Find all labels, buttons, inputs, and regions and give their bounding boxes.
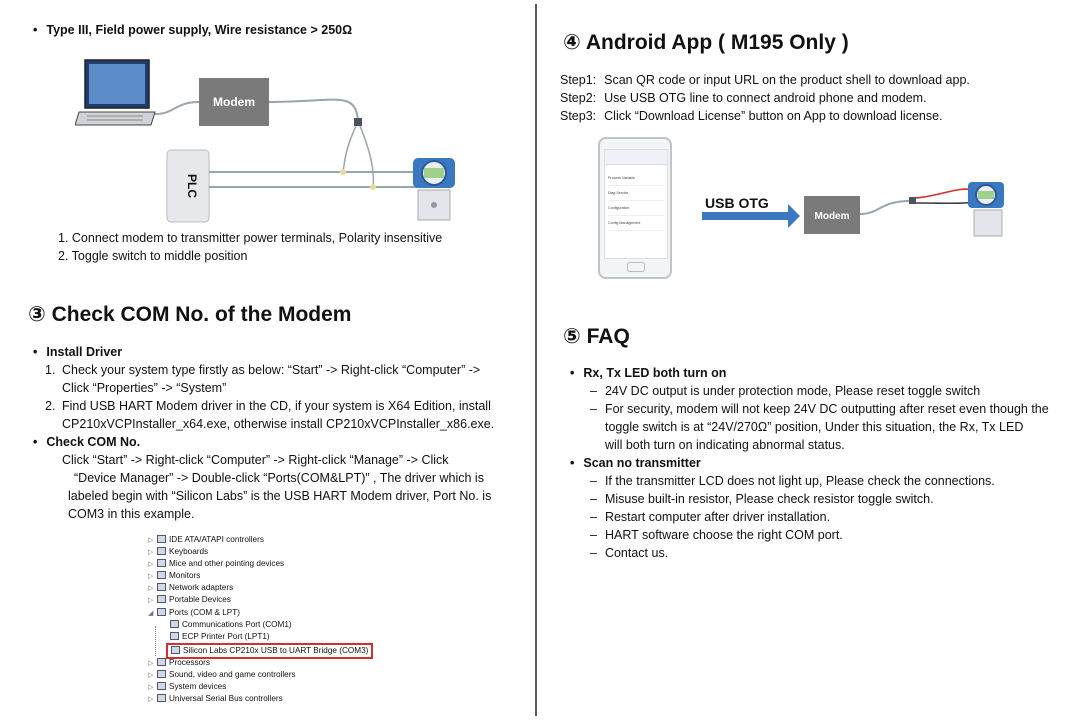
install-step-1: 1. Check your system type firstly as below: “Start” -> Right-click “Computer” -> Click “Properties” -> “System”: [45, 363, 481, 395]
phone-menu-item: Config Management: [608, 216, 664, 231]
device-item: Communications Port (COM1): [170, 619, 292, 631]
app-step-3: Step3: Click “Download License” button on App to download license.: [560, 109, 943, 123]
device-category: ▷ Monitors: [148, 571, 201, 580]
device-item: ECP Printer Port (LPT1): [170, 631, 270, 643]
device-icon: [157, 535, 166, 543]
device-category: ▷ System devices: [148, 682, 227, 691]
modem-label: Modem: [213, 95, 255, 109]
faq-1-item-2-line-3: will both turn on indicating abnormal status.: [605, 438, 845, 452]
type3-step-1: 1. Connect modem to transmitter power terminals, Polarity insensitive: [58, 231, 443, 245]
phone-menu-item: Diag Service: [608, 186, 664, 201]
type3-step-2: 2. Toggle switch to middle position: [58, 249, 248, 263]
modem-label: Modem: [814, 211, 850, 222]
device-category: ▷ Mice and other pointing devices: [148, 559, 285, 568]
device-category: ◢ Ports (COM & LPT): [148, 608, 240, 617]
section3-title: ③ Check COM No. of the Modem: [28, 303, 352, 326]
install-step-2: 2. Find USB HART Modem driver in the CD, if your system is X64 Edition, install CP210xVCPInstaller_x64.exe, otherwise install CP210xVCPInstaller_x86.exe.: [45, 399, 495, 431]
faq-2-item-5: – Contact us.: [590, 544, 668, 562]
device-manager-tree: [148, 534, 378, 706]
device-category: ▷ IDE ATA/ATAPI controllers: [148, 535, 264, 544]
faq-1-item-2-line-1: – For security, modem will not keep 24V DC outputting after reset even though the: [590, 400, 1049, 418]
usb-icon: [157, 694, 166, 702]
portable-device-icon: [157, 595, 166, 603]
faq-title-1: • Rx, Tx LED both turn on: [570, 366, 726, 380]
port-icon: [157, 608, 166, 616]
app-step-1: Step1: Scan QR code or input URL on the product shell to download app.: [560, 73, 970, 87]
plc-label: PLC: [185, 174, 199, 198]
app-step-2: Step2: Use USB OTG line to connect android phone and modem.: [560, 91, 927, 105]
check-com-title: • Check COM No.: [33, 435, 140, 449]
port-icon: [170, 620, 179, 628]
faq-title-2: • Scan no transmitter: [570, 456, 701, 470]
arrow-right-icon: [702, 204, 800, 228]
install-driver-title: • Install Driver: [33, 345, 122, 359]
mouse-icon: [157, 559, 166, 567]
faq-2-item-3: – Restart computer after driver installation.: [590, 508, 830, 526]
monitor-icon: [157, 571, 166, 579]
faq-2-item-2: – Misuse built-in resistor, Please check resistor toggle switch.: [590, 490, 934, 508]
transmitter-icon: [968, 182, 1004, 236]
device-category: ▷ Sound, video and game controllers: [148, 670, 296, 679]
sound-icon: [157, 670, 166, 678]
port-icon: [170, 632, 179, 640]
laptop-icon: [75, 60, 155, 125]
faq-1-item-2-line-2: toggle switch is at “24V/270Ω” position, Under this situation, the Rx, Tx LED: [605, 420, 1024, 434]
device-category: ▷ Universal Serial Bus controllers: [148, 694, 283, 703]
processor-icon: [157, 658, 166, 666]
device-category: ▷ Portable Devices: [148, 595, 231, 604]
check-com-line-2: “Device Manager” -> Double-click “Ports(COM&LPT)” , The driver which is: [74, 471, 484, 485]
keyboard-icon: [157, 547, 166, 555]
device-item-highlighted: Silicon Labs CP210x USB to UART Bridge (COM3): [166, 643, 373, 659]
port-icon: [171, 646, 180, 654]
device-category: ▷ Processors: [148, 658, 210, 667]
network-icon: [157, 583, 166, 591]
check-com-line-1: Click “Start” -> Right-click “Computer” -> Right-click “Manage” -> Click: [62, 453, 449, 467]
faq-2-item-4: – HART software choose the right COM port.: [590, 526, 843, 544]
type3-wiring-diagram: [75, 50, 475, 228]
faq-1-item-1: – 24V DC output is under protection mode, Please reset toggle switch: [590, 382, 980, 400]
phone-menu-item: Configuration: [608, 201, 664, 216]
usb-otg-label: USB OTG: [705, 195, 769, 211]
check-com-line-3: labeled begin with “Silicon Labs” is the USB HART Modem driver, Port No. is: [68, 489, 492, 503]
section4-title: ④ Android App ( M195 Only ): [563, 31, 849, 54]
column-divider: [535, 4, 537, 716]
device-category: ▷ Network adapters: [148, 583, 234, 592]
check-com-line-4: COM3 in this example.: [68, 507, 195, 521]
transmitter-icon: [413, 158, 455, 220]
device-category: ▷ Keyboards: [148, 547, 209, 556]
android-phone-icon: [598, 137, 672, 279]
type3-title: • Type III, Field power supply, Wire resistance > 250Ω: [33, 23, 352, 37]
faq-2-item-1: – If the transmitter LCD does not light up, Please check the connections.: [590, 472, 995, 490]
phone-menu-item: Process Variable: [608, 171, 664, 186]
section5-title: ⑤ FAQ: [563, 325, 630, 348]
otg-connection-diagram: [690, 176, 1020, 246]
system-device-icon: [157, 682, 166, 690]
